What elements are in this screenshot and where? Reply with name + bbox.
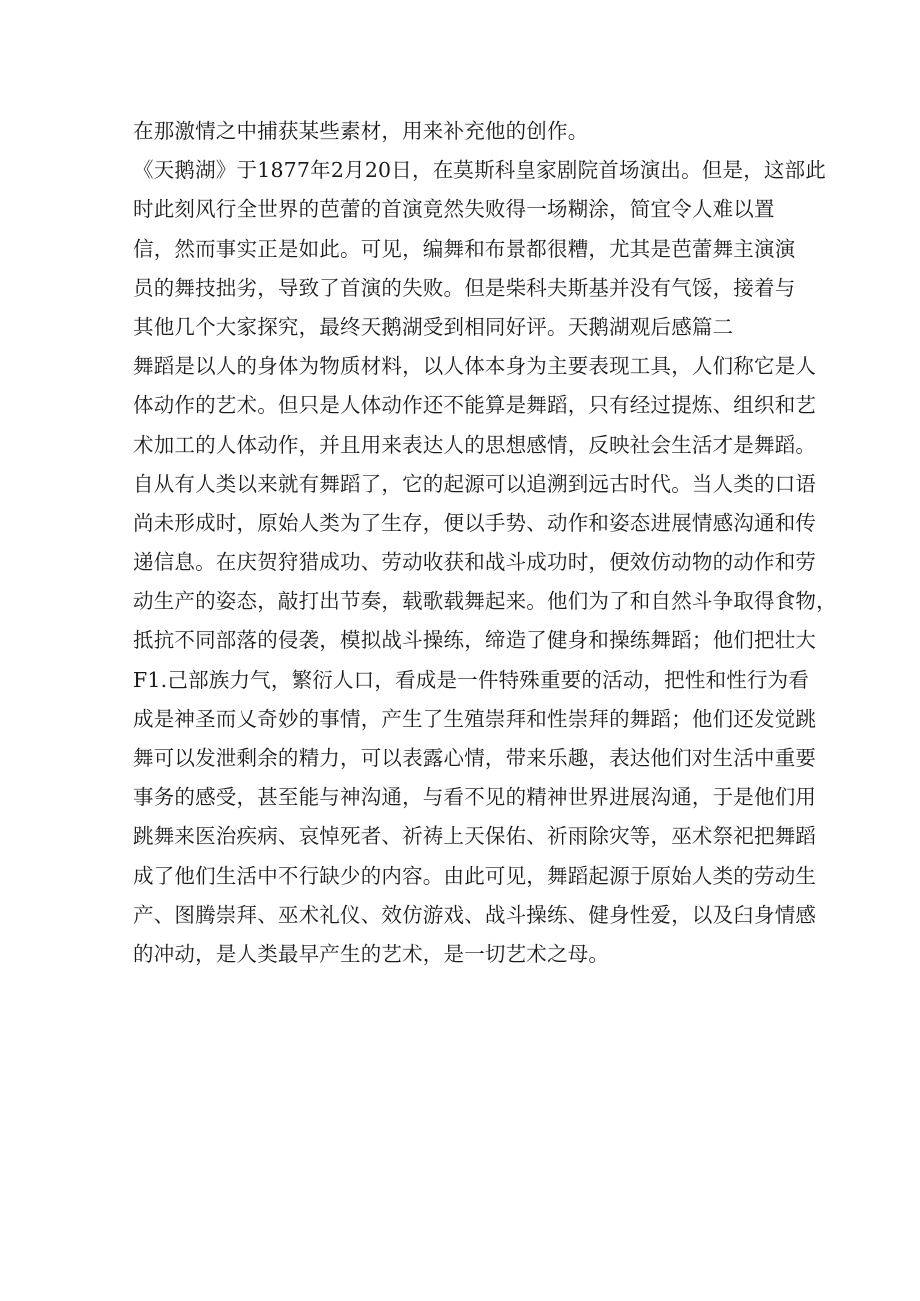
text-line: 其他几个大家探究，最终天鹅湖受到相同好评。天鹅湖观后感篇二 bbox=[133, 314, 734, 339]
text-line: 术加工的人体动作，并且用来表达人的思想感情，反映社会生活才是舞蹈。 bbox=[133, 432, 817, 457]
body-text bbox=[133, 112, 837, 974]
text-line: 在那激情之中捕获某些素材，用来补充他的创作。 bbox=[133, 119, 589, 143]
text-line: F1.己部族力气，繁衍人口，看成是一件特殊重要的活动，把性和性行为看 bbox=[133, 667, 810, 692]
text-line: 体动作的艺术。但只是人体动作还不能算是舞蹈，只有经过提炼、组织和艺 bbox=[133, 393, 817, 418]
text-line: 的冲动，是人类最早产生的艺术，是一切艺术之母。 bbox=[133, 941, 610, 966]
text-line: 员的舞技拙劣，导致了首演的失败。但是柴科夫斯基并没有气馁，接着与 bbox=[133, 275, 796, 300]
text-line: 动生产的姿态，敲打出节奏，载歌载舞起来。他们为了和自然斗争取得食物， bbox=[133, 589, 837, 614]
text-line: 舞可以发泄剩余的精力，可以表露心情，带来乐趣，表达他们对生活中重要 bbox=[133, 746, 817, 770]
text-line: 尚未形成时，原始人类为了生存，便以手势、动作和姿态进展情感沟通和传 bbox=[133, 510, 817, 535]
text-line: 跳舞来医治疾病、哀悼死者、祈祷上天保佑、祈雨除灾等，巫术祭祀把舞蹈 bbox=[133, 824, 817, 849]
text-line: 自从有人类以来就有舞蹈了，它的起源可以追溯到远古时代。当人类的口语 bbox=[133, 471, 817, 496]
text-line: 舞蹈是以人的身体为物质材料，以人体本身为主要表现工具，人们称它是人 bbox=[133, 354, 817, 379]
text-line: 时此刻风行全世界的芭蕾的首演竟然失败得一场糊涂，简宜令人难以置 bbox=[133, 197, 775, 222]
text-line: 信，然而事实正是如此。可见，编舞和布景都很糟，尤其是芭蕾舞主演演 bbox=[133, 236, 796, 261]
text-line: 成了他们生活中不行缺少的内容。由此可见，舞蹈起源于原始人类的劳动生 bbox=[133, 863, 817, 888]
text-line: 事务的感受，甚至能与神沟通，与看不见的精神世界进展沟通，于是他们用 bbox=[133, 785, 817, 810]
text-line: 抵抗不同部落的侵袭，模拟战斗操练，缔造了健身和操练舞蹈；他们把壮大 bbox=[133, 628, 817, 653]
text-line: 产、图腾崇拜、巫术礼仪、效仿游戏、战斗操练、健身性爱，以及臼身情感 bbox=[133, 902, 817, 927]
text-line: 成是神圣而乂奇妙的事情，产生了生殖崇拜和性崇拜的舞蹈；他们还发觉跳 bbox=[133, 706, 817, 731]
text-line: 《天鹅湖》于1877年2月20日，在莫斯科皇家剧院首场演出。但是，这部此 bbox=[133, 158, 826, 183]
text-line: 递信息。在庆贺狩猎成功、劳动收获和战斗成功时，便效仿动物的动作和劳 bbox=[133, 550, 817, 575]
